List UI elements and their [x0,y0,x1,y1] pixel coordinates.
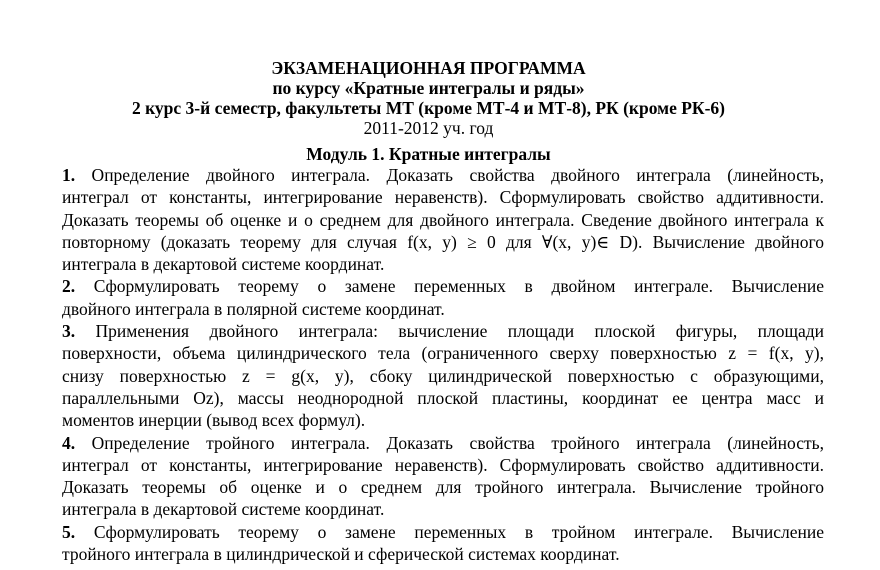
exam-item-line: интеграл от константы, интегрирование неравенств). Сформулировать свойство аддитивности. [62,187,824,208]
exam-item-line: интеграл от константы, интегрирование неравенств). Сформулировать свойство аддитивности. [62,454,824,475]
exam-item [33,521,824,566]
exam-item-number: 4. [62,432,76,453]
exam-item-line: 4. Определение тройного интеграла. Доказать свойства тройного интеграла (линейность, [62,432,824,453]
exam-item-line: 3. Применения двойного интеграла: вычисление площади плоской фигуры, площади [62,321,824,342]
exam-item-line: двойного интеграла в полярной системе координат. [62,298,445,319]
course-faculties: 2 курс 3-й семестр, факультеты МТ (кроме МТ-4 и МТ-8), РК (кроме РК-6) [131,98,726,118]
document-page [33,0,824,570]
exam-item-number: 5. [62,521,76,542]
academic-year: 2011-2012 уч. год [363,118,494,138]
exam-item-line: Доказать теоремы об оценке и о среднем для тройного интеграла. Вычисление тройного [62,477,824,498]
exam-item [33,320,824,431]
exam-item-line: поверхности, объема цилиндрического тела (ограниченного сверху поверхностью z = f(x, y), [62,343,824,364]
document-title: ЭКЗАМЕНАЦИОННАЯ ПРОГРАММА [271,58,586,78]
exam-item-line: 2. Сформулировать теорему о замене переменных в двойном интеграле. Вычисление [62,276,824,297]
exam-item-line: 5. Сформулировать теорему о замене переменных в тройном интеграле. Вычисление [62,521,824,542]
exam-item-line: параллельными Oz), массы неоднородной плоской пластины, координат ее центра масс и [62,387,824,408]
exam-item-line: интеграла в декартовой системе координат. [62,499,385,520]
exam-item-line: Доказать теоремы об оценке и о среднем для двойного интеграла. Сведение двойного интеграла к [62,209,824,230]
module-title: Модуль 1. Кратные интегралы [306,144,551,164]
exam-item-line: интеграла в декартовой системе координат. [62,254,385,275]
course-name: по курсу «Кратные интегралы и ряды» [272,78,585,98]
exam-item-number: 1. [62,165,76,185]
exam-item [33,275,824,320]
exam-item [33,164,824,275]
exam-item-number: 3. [62,321,76,342]
exam-item-line: 1. Определение двойного интеграла. Доказать свойства двойного интеграла (линейность, [62,165,824,185]
exam-item-line: повторному (доказать теорему для случая f(x, y) ≥ 0 для ∀(x, y)∈ D). Вычисление двойного [62,231,824,252]
exam-item-line: тройного интеграла в цилиндрической и сферической системах координат. [62,544,620,565]
exam-item [33,432,824,521]
exam-items-list [33,164,824,565]
exam-item-line: снизу поверхностью z = g(x, y), сбоку цилиндрической поверхностью с образующими, [62,365,824,386]
exam-item-line: моментов инерции (вывод всех формул). [62,410,366,431]
exam-item-number: 2. [62,276,76,297]
